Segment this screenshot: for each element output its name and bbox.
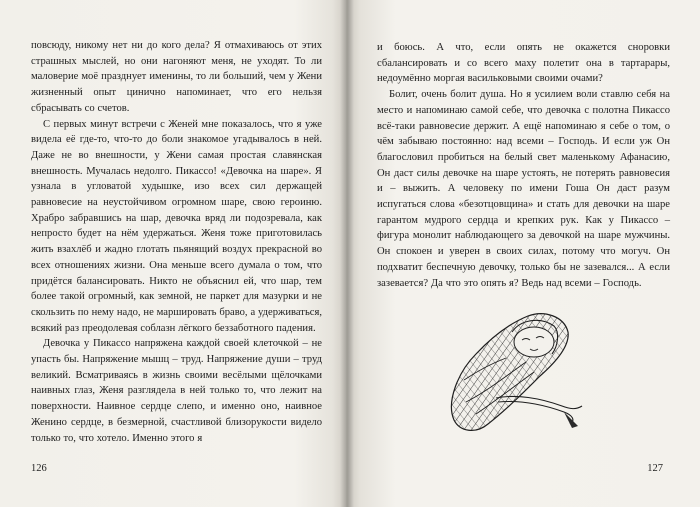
left-page [0,0,346,507]
left-paragraph: повсюду, никому нет ни до кого дела? Я отмахиваюсь от этих страшных мыслей, но они нагоняют меня, не уходят. То ли маловерие моё празднует именины, то ли больший, чем у Жени жизненный опыт цинично напоминает, что его нельзя сбрасывать со счетов. [31,40,322,114]
right-paragraph: Болит, очень болит душа. Но я усилием воли ставлю себя на место и напоминаю самой себе, что девочка с полотна Пикассо всё-таки равновесие держит. А ещё напоминаю я себе о том, о чём забываю постоянно: над всеми – Господь. И если уж Он благословил пробиться на белый свет маленькому Афанасию, Он даст силы девочке на шаре устоять, не потерять равновесия и – выжить. А человеку по имени Гоша Он даст разум испугаться слова «безотцовщина» и стать для девочки на шаре гарантом мудрого сердца и крепких рук. Как у Пикассо – фигура монолит наблюдающего за девочкой на шаре мужчины. Он спокоен и уверен в своих силах, потому что могуч. Он подхватит беспечную девочку, только бы не зазевался... А если зазевается? Да что это опять я? Ведь над всеми – Господь. [377,89,670,289]
swaddled-baby-sketch [436,302,586,442]
page-number-left: 126 [31,463,47,474]
page-number-right: 127 [647,463,663,474]
right-page [346,0,700,507]
left-paragraph: С первых минут встречи с Женей мне показалось, что я уже видела её где-то, что-то до боли знакомое угадывалось в ней. Даже не во внешности, у Жени самая простая славянская внешность. Мучалась недолго. Пикассо! «Девочка на шаре». Я узнала в угловатой худышке, изо всех сил держащей равновесие на неустойчивом огромном шаре, свою героиню. Храбро забравшись на шар, девочка вряд ли подозревала, как непросто будет на нём удержаться. Женя тоже приготовилась жить взахлёб и жадно глотать пьянящий воздух прекрасной во всех отношениях жизни. Она меньше всего думала о том, что придётся балансировать. Никто не объяснил ей, что шар, тем более такой огромный, как земной, не паркет для мазурки и не скользить по нему надо, не маршировать браво, а удерживаться, всякий раз преодолевая соблазн лёгкого беззаботного падения. [31,118,322,334]
left-page-text [31,38,322,446]
left-paragraph: Девочка у Пикассо напряжена каждой своей клеточкой – не упасть бы. Напряжение мышц – труд. Напряжение души – труд великий. Всматриваясь в жизнь своими весёлыми щёлочками наивных глаз, Женя разглядела в ней только то, что лежит на поверхности. Наивное сердце слепо, и именно оно, наивное Женино сердце, в безмерной, счастливой близорукости видело только то, что хотело. Именно этого я [31,338,322,444]
right-paragraph: и боюсь. А что, если опять не окажется сноровки сбалансировать и со всего маху полетит она в тартарары, недоумённо моргая васильковыми своими очами? [377,42,670,85]
right-page-text [377,40,670,291]
